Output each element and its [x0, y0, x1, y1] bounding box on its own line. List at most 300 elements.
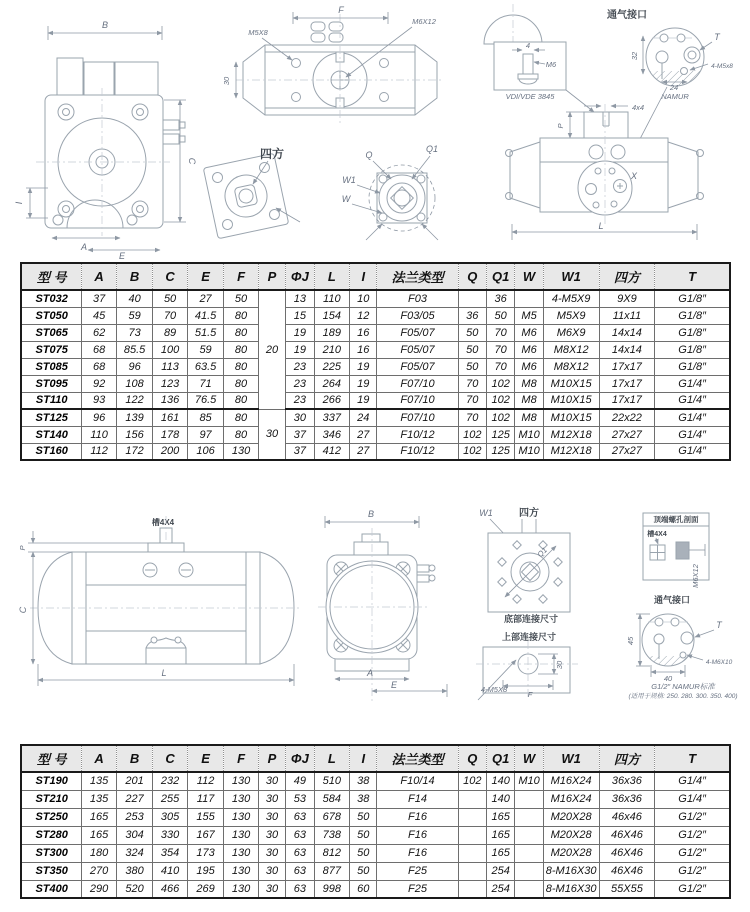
value-cell: F10/14 — [377, 772, 458, 790]
value-cell: 15 — [286, 307, 314, 324]
thread-label-m5x8: M5X8 — [248, 28, 268, 37]
value-cell: 140 — [486, 772, 514, 790]
value-cell: 51.5 — [187, 324, 224, 341]
value-cell: 304 — [116, 826, 153, 844]
value-cell: G1/4″ — [655, 409, 730, 426]
table-row-ST095 — [21, 375, 730, 392]
column-header-13: W — [515, 745, 543, 772]
value-cell: 139 — [116, 409, 153, 426]
value-cell — [515, 844, 543, 862]
thread-label-m6: M6 — [545, 60, 557, 69]
dimension-table-large-models — [20, 744, 731, 899]
vdi-vde-detail — [484, 4, 594, 112]
value-cell: M8X12 — [543, 341, 599, 358]
dim-label-c2: C — [18, 606, 28, 614]
value-cell: 73 — [116, 324, 153, 341]
dim-label-l: L — [598, 221, 604, 231]
value-cell: 50 — [224, 290, 258, 307]
namur-range-caption: (适用于规格: 250. 280. 300. 350. 400) — [628, 693, 738, 700]
value-cell: M8 — [515, 392, 543, 409]
value-cell: 14x14 — [599, 324, 655, 341]
value-cell: M5 — [515, 307, 543, 324]
value-cell: G1/4″ — [655, 426, 730, 443]
model-cell: ST280 — [21, 826, 82, 844]
value-cell — [458, 844, 486, 862]
dim-label-q: Q — [365, 150, 373, 160]
value-cell: 290 — [82, 880, 116, 898]
value-cell: 165 — [82, 808, 116, 826]
value-cell: 130 — [224, 443, 258, 460]
value-cell: 466 — [153, 880, 187, 898]
model-cell: ST400 — [21, 880, 82, 898]
value-cell: 27 — [350, 426, 377, 443]
value-cell: F05/07 — [377, 341, 458, 358]
value-cell — [515, 880, 543, 898]
value-cell: 130 — [224, 790, 258, 808]
value-cell: 19 — [350, 358, 377, 375]
value-cell: 30 — [258, 790, 285, 808]
model-cell: ST210 — [21, 790, 82, 808]
table-row-ST250 — [21, 808, 730, 826]
value-cell: 23 — [286, 392, 314, 409]
value-cell: 30 — [286, 409, 314, 426]
table-row-ST140 — [21, 426, 730, 443]
value-cell: 93 — [82, 392, 116, 409]
value-cell: 130 — [224, 880, 258, 898]
value-cell: 30 — [258, 808, 285, 826]
dim-label-p: P — [556, 123, 565, 129]
namur-standard-caption: G1/2″ NAMUR标准 — [651, 682, 715, 691]
value-cell: 59 — [116, 307, 153, 324]
value-cell: 30 — [258, 862, 285, 880]
column-header-15: 四方 — [599, 263, 655, 290]
value-cell — [458, 808, 486, 826]
dimension-table-small-models — [20, 262, 731, 461]
value-cell: 96 — [82, 409, 116, 426]
value-cell: 80 — [224, 324, 258, 341]
column-header-7: ΦJ — [286, 263, 314, 290]
value-cell: 255 — [153, 790, 187, 808]
value-cell: 17x17 — [599, 392, 655, 409]
value-cell: M12X18 — [543, 426, 599, 443]
dim-label-32: 32 — [630, 51, 639, 61]
namur-label: NAMUR — [661, 92, 689, 101]
value-cell — [458, 826, 486, 844]
value-cell: 36 — [486, 290, 514, 307]
dim-label-w1: W1 — [342, 175, 356, 185]
value-cell: 63 — [286, 826, 314, 844]
column-header-8: L — [314, 745, 350, 772]
value-cell: M16X24 — [543, 790, 599, 808]
table-row-ST210 — [21, 790, 730, 808]
column-header-7: ΦJ — [286, 745, 314, 772]
thread-label-m6x12-2: M6X12 — [691, 564, 700, 588]
value-cell: M6 — [515, 324, 543, 341]
value-cell: 189 — [314, 324, 350, 341]
value-cell: 85 — [187, 409, 224, 426]
value-cell: G1/8″ — [655, 358, 730, 375]
bottom-connection-caption: 底部连接尺寸 — [503, 614, 559, 624]
value-cell: 178 — [153, 426, 187, 443]
value-cell: G1/8″ — [655, 290, 730, 307]
value-cell: 264 — [314, 375, 350, 392]
model-cell: ST190 — [21, 772, 82, 790]
dim-label-t: T — [714, 32, 720, 42]
table-row-ST190 — [21, 772, 730, 790]
model-cell: ST125 — [21, 409, 82, 426]
value-cell: 102 — [458, 426, 486, 443]
value-cell: 324 — [116, 844, 153, 862]
value-cell: 97 — [187, 426, 224, 443]
value-cell: G1/2″ — [655, 844, 730, 862]
value-cell: 27x27 — [599, 426, 655, 443]
dim-label-30: 30 — [222, 76, 231, 86]
value-cell: 70 — [153, 307, 187, 324]
value-cell: 135 — [82, 772, 116, 790]
value-cell: M10 — [515, 772, 543, 790]
dim-label-w: W — [341, 194, 351, 204]
value-cell: M5X9 — [543, 307, 599, 324]
column-header-1: A — [82, 263, 116, 290]
value-cell: 22x22 — [599, 409, 655, 426]
value-cell: 210 — [314, 341, 350, 358]
value-cell: 50 — [458, 358, 486, 375]
value-cell: 19 — [350, 375, 377, 392]
top-connection-caption: 上部连接尺寸 — [501, 632, 557, 642]
column-header-14: W1 — [543, 745, 599, 772]
table-row-ST110 — [21, 392, 730, 409]
column-header-6: P — [258, 263, 285, 290]
table-row-ST300 — [21, 844, 730, 862]
column-header-5: F — [224, 745, 258, 772]
value-cell: 19 — [286, 324, 314, 341]
model-cell: ST050 — [21, 307, 82, 324]
front-view-drawing — [506, 103, 704, 240]
value-cell: 11x11 — [599, 307, 655, 324]
value-cell: M8 — [515, 375, 543, 392]
value-cell: 27 — [350, 443, 377, 460]
value-cell: 877 — [314, 862, 350, 880]
p-value-cell: 30 — [258, 409, 285, 460]
value-cell: 201 — [116, 772, 153, 790]
value-cell: F05/07 — [377, 358, 458, 375]
value-cell: F16 — [377, 844, 458, 862]
value-cell: 70 — [458, 375, 486, 392]
value-cell — [515, 290, 543, 307]
column-header-8: L — [314, 263, 350, 290]
vent-title-2: 通气接口 — [653, 595, 691, 605]
dim-label-4x4: 4x4 — [631, 103, 645, 112]
value-cell: 30 — [258, 880, 285, 898]
column-header-12: Q1 — [486, 263, 514, 290]
dim-label-45: 45 — [626, 636, 635, 646]
dim-label-q1-2: Q1 — [535, 545, 549, 559]
square-flange-detail — [203, 146, 300, 239]
value-cell: 50 — [350, 808, 377, 826]
value-cell: 76.5 — [187, 392, 224, 409]
table-row-ST280 — [21, 826, 730, 844]
value-cell: 50 — [458, 324, 486, 341]
value-cell: 122 — [116, 392, 153, 409]
value-cell: 89 — [153, 324, 187, 341]
value-cell: 8-M16X30 — [543, 880, 599, 898]
top-technical-drawings — [0, 0, 750, 260]
value-cell: M6X9 — [543, 324, 599, 341]
value-cell — [515, 826, 543, 844]
value-cell: 24 — [350, 409, 377, 426]
thread-label-4m5x8-2: 4-M5X8 — [480, 685, 508, 694]
value-cell: 41.5 — [187, 307, 224, 324]
value-cell: M6 — [515, 358, 543, 375]
model-cell: ST095 — [21, 375, 82, 392]
value-cell: 30 — [258, 826, 285, 844]
model-cell: ST250 — [21, 808, 82, 826]
value-cell: 27x27 — [599, 443, 655, 460]
table-row-ST160 — [21, 443, 730, 460]
value-cell: 140 — [486, 790, 514, 808]
value-cell: 269 — [187, 880, 224, 898]
value-cell: 63.5 — [187, 358, 224, 375]
value-cell: 30 — [258, 772, 285, 790]
value-cell: 27 — [187, 290, 224, 307]
value-cell: G1/4″ — [655, 392, 730, 409]
value-cell: 112 — [82, 443, 116, 460]
dim-label-b: B — [101, 20, 109, 30]
dim-label-c: C — [187, 157, 197, 165]
table-row-ST085 — [21, 358, 730, 375]
value-cell: 60 — [350, 880, 377, 898]
value-cell: M10X15 — [543, 375, 599, 392]
value-cell: 125 — [486, 443, 514, 460]
value-cell: 812 — [314, 844, 350, 862]
model-cell: ST075 — [21, 341, 82, 358]
value-cell: 110 — [82, 426, 116, 443]
value-cell: 50 — [350, 862, 377, 880]
value-cell: 102 — [486, 409, 514, 426]
value-cell: 167 — [187, 826, 224, 844]
value-cell — [458, 880, 486, 898]
value-cell: 106 — [187, 443, 224, 460]
dim-label-x: X — [630, 171, 638, 181]
value-cell: 37 — [286, 443, 314, 460]
value-cell: 38 — [350, 790, 377, 808]
column-header-16: T — [655, 745, 730, 772]
dim-label-i: I — [14, 201, 24, 205]
slot-label-2: 槽4X4 — [647, 531, 667, 538]
value-cell — [458, 290, 486, 307]
value-cell: M20X28 — [543, 826, 599, 844]
value-cell: 102 — [486, 392, 514, 409]
value-cell: F16 — [377, 826, 458, 844]
value-cell: 337 — [314, 409, 350, 426]
value-cell: 305 — [153, 808, 187, 826]
column-header-10: 法兰类型 — [377, 263, 458, 290]
output-flange-detail — [342, 144, 438, 240]
thread-label-4m6x10: 4-M6X10 — [705, 659, 733, 666]
value-cell: 156 — [116, 426, 153, 443]
value-cell: 135 — [82, 790, 116, 808]
value-cell: 71 — [187, 375, 224, 392]
value-cell: F14 — [377, 790, 458, 808]
square-drive-label-2: 四方 — [519, 508, 539, 519]
table-row-ST125 — [21, 409, 730, 426]
value-cell: F10/12 — [377, 443, 458, 460]
value-cell — [515, 862, 543, 880]
model-cell: ST032 — [21, 290, 82, 307]
column-header-9: I — [350, 263, 377, 290]
dim-label-l2: L — [161, 668, 167, 678]
value-cell: 117 — [187, 790, 224, 808]
value-cell: 19 — [350, 392, 377, 409]
value-cell: 154 — [314, 307, 350, 324]
value-cell: 738 — [314, 826, 350, 844]
value-cell: F10/12 — [377, 426, 458, 443]
value-cell: G1/2″ — [655, 862, 730, 880]
value-cell: 123 — [153, 375, 187, 392]
value-cell: M10 — [515, 426, 543, 443]
value-cell: 46X46 — [599, 862, 655, 880]
dim-label-a2: A — [366, 668, 374, 678]
value-cell: 100 — [153, 341, 187, 358]
model-cell: ST085 — [21, 358, 82, 375]
value-cell: F16 — [377, 808, 458, 826]
value-cell: F07/10 — [377, 375, 458, 392]
value-cell: 14x14 — [599, 341, 655, 358]
value-cell: 227 — [116, 790, 153, 808]
value-cell: G1/2″ — [655, 808, 730, 826]
dim-label-b2: B — [367, 509, 375, 519]
dim-label-4: 4 — [525, 41, 531, 50]
value-cell: M10X15 — [543, 392, 599, 409]
top-thread-section-box — [643, 513, 709, 588]
table2-body — [21, 772, 730, 898]
value-cell: F03 — [377, 290, 458, 307]
value-cell: 112 — [187, 772, 224, 790]
value-cell: 270 — [82, 862, 116, 880]
value-cell: M8X12 — [543, 358, 599, 375]
value-cell: M12X18 — [543, 443, 599, 460]
value-cell: 40 — [116, 290, 153, 307]
value-cell: M20X28 — [543, 844, 599, 862]
value-cell — [515, 790, 543, 808]
value-cell: 50 — [350, 844, 377, 862]
value-cell: 46x46 — [599, 808, 655, 826]
value-cell: F07/10 — [377, 392, 458, 409]
value-cell: F05/07 — [377, 324, 458, 341]
table2-header-row — [21, 745, 730, 772]
value-cell: G1/8″ — [655, 324, 730, 341]
dim-label-p2: P — [18, 545, 27, 551]
value-cell: 254 — [486, 880, 514, 898]
value-cell: 130 — [224, 862, 258, 880]
value-cell: 102 — [486, 375, 514, 392]
value-cell: 46X46 — [599, 844, 655, 862]
value-cell — [515, 808, 543, 826]
column-header-0: 型 号 — [21, 745, 82, 772]
value-cell: 113 — [153, 358, 187, 375]
value-cell: 63 — [286, 862, 314, 880]
bottom-connection-detail — [479, 506, 570, 624]
column-header-6: P — [258, 745, 285, 772]
value-cell: 46X46 — [599, 826, 655, 844]
value-cell: 173 — [187, 844, 224, 862]
table1-body — [21, 290, 730, 460]
table1-header-row — [21, 263, 730, 290]
air-port-detail-2 — [626, 594, 738, 700]
value-cell — [458, 862, 486, 880]
column-header-0: 型 号 — [21, 263, 82, 290]
value-cell: 200 — [153, 443, 187, 460]
value-cell: 108 — [116, 375, 153, 392]
table-row-ST400 — [21, 880, 730, 898]
value-cell: 998 — [314, 880, 350, 898]
value-cell: 49 — [286, 772, 314, 790]
value-cell: 50 — [486, 307, 514, 324]
middle-technical-drawings — [0, 488, 750, 742]
value-cell: 96 — [116, 358, 153, 375]
value-cell: 165 — [486, 826, 514, 844]
value-cell: 195 — [187, 862, 224, 880]
value-cell: F03/05 — [377, 307, 458, 324]
column-header-2: B — [116, 745, 153, 772]
column-header-11: Q — [458, 745, 486, 772]
value-cell: 330 — [153, 826, 187, 844]
value-cell: 232 — [153, 772, 187, 790]
value-cell: M10X15 — [543, 409, 599, 426]
value-cell: 412 — [314, 443, 350, 460]
column-header-2: B — [116, 263, 153, 290]
dim-label-40: 40 — [663, 674, 673, 683]
value-cell: 80 — [224, 341, 258, 358]
top-view-drawing — [222, 5, 444, 124]
side-view-drawing — [18, 516, 300, 686]
value-cell: 380 — [116, 862, 153, 880]
value-cell: 130 — [224, 826, 258, 844]
value-cell: 17x17 — [599, 358, 655, 375]
value-cell: 13 — [286, 290, 314, 307]
value-cell: M10 — [515, 443, 543, 460]
value-cell: G1/8″ — [655, 341, 730, 358]
value-cell: 130 — [224, 808, 258, 826]
value-cell: 80 — [224, 375, 258, 392]
value-cell: G1/8″ — [655, 307, 730, 324]
dim-label-f2: F — [527, 690, 533, 699]
dim-label-30-2: 30 — [555, 660, 564, 670]
value-cell: M6 — [515, 341, 543, 358]
value-cell: 110 — [314, 290, 350, 307]
value-cell: 17x17 — [599, 375, 655, 392]
dim-label-w1-2: W1 — [479, 508, 493, 518]
value-cell: 45 — [82, 307, 116, 324]
vdi-caption: VDI/VDE 3845 — [505, 92, 555, 101]
value-cell: 63 — [286, 808, 314, 826]
value-cell: 68 — [82, 341, 116, 358]
p-value-cell: 20 — [258, 290, 285, 409]
value-cell: 520 — [116, 880, 153, 898]
value-cell: F07/10 — [377, 409, 458, 426]
value-cell: 53 — [286, 790, 314, 808]
dim-label-24: 24 — [669, 83, 679, 92]
table-row-ST065 — [21, 324, 730, 341]
value-cell: 59 — [187, 341, 224, 358]
value-cell: 346 — [314, 426, 350, 443]
value-cell: 165 — [486, 808, 514, 826]
vent-title: 通气接口 — [607, 10, 647, 21]
column-header-15: 四方 — [599, 745, 655, 772]
value-cell: G1/4″ — [655, 375, 730, 392]
table-row-ST050 — [21, 307, 730, 324]
value-cell: 130 — [224, 772, 258, 790]
